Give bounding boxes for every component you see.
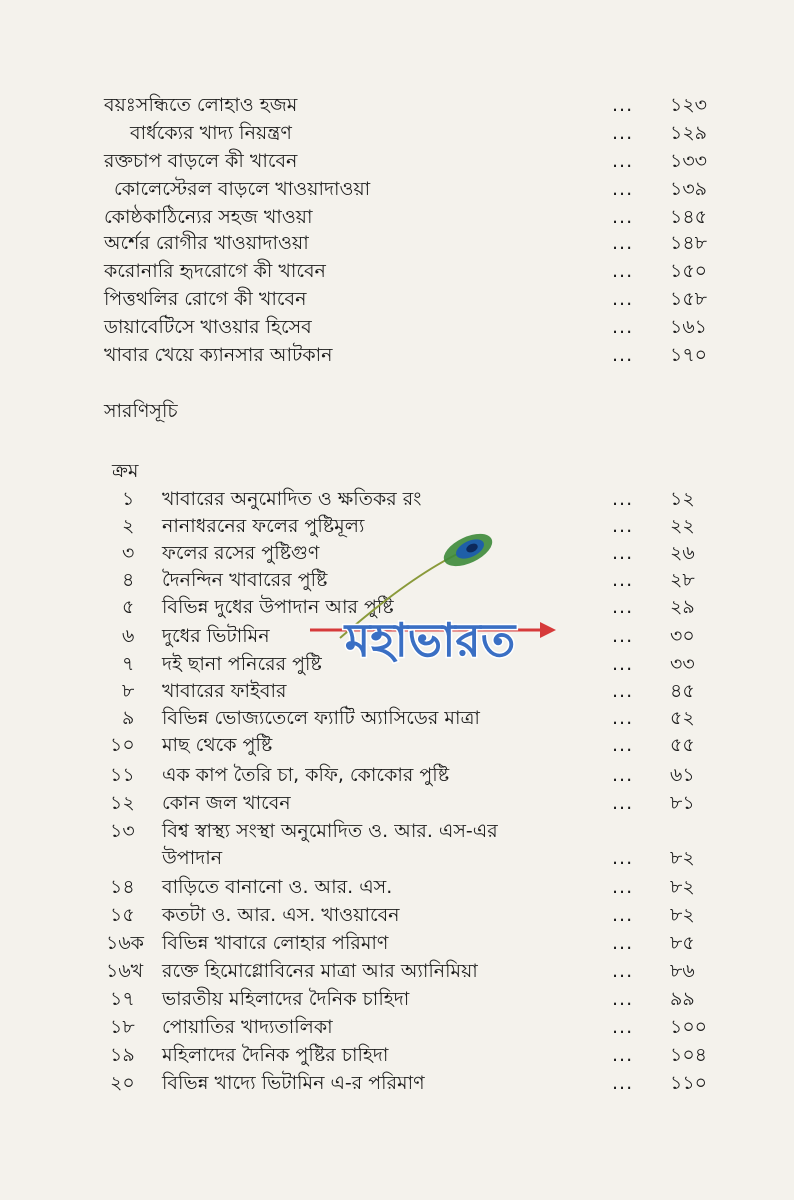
leader-dots: ... (612, 792, 634, 814)
leader-dots: ... (612, 488, 634, 510)
leader-dots: ... (612, 260, 634, 282)
leader-dots: ... (612, 847, 634, 869)
leader-dots: ... (612, 232, 634, 254)
table-title: বিশ্ব স্বাস্থ্য সংস্থা অনুমোদিত ও. আর. এস-এর (162, 820, 498, 842)
table-serial: ৬ (122, 625, 135, 647)
table-serial: ১৮ (110, 1016, 135, 1038)
page-number: ১৫০ (670, 260, 708, 282)
leader-dots: ... (612, 904, 634, 926)
page-number: ১২৯ (670, 122, 708, 144)
page-number: ২৬ (670, 542, 695, 564)
page-number: ১৭০ (670, 344, 708, 366)
table-serial: ১৯ (110, 1044, 135, 1066)
page-number: ৮৫ (670, 932, 695, 954)
page-number: ১১০ (670, 1072, 708, 1094)
table-serial: ৮ (122, 680, 135, 702)
table-serial: ১ (122, 488, 135, 510)
table-title: কতটা ও. আর. এস. খাওয়াবেন (162, 904, 400, 926)
chapter-title: রক্তচাপ বাড়লে কী খাবেন (104, 150, 298, 172)
chapter-title: পিত্তথলির রোগে কী খাবেন (104, 288, 307, 310)
page-number: ১৬১ (670, 316, 708, 338)
leader-dots: ... (612, 94, 634, 116)
leader-dots: ... (612, 542, 634, 564)
page-number: ১৩৯ (670, 178, 708, 200)
table-serial: ১৬ক (106, 932, 144, 954)
leader-dots: ... (612, 988, 634, 1010)
tables-heading: সারণিসূচি (104, 400, 178, 422)
page-number: ১২৩ (670, 94, 708, 116)
table-title: মাছ থেকে পুষ্টি (162, 734, 273, 756)
table-title: বিভিন্ন ভোজ্যতেলে ফ্যাটি অ্যাসিডের মাত্রা (162, 707, 480, 729)
leader-dots: ... (612, 876, 634, 898)
table-title: উপাদান (162, 847, 223, 869)
leader-dots: ... (612, 122, 634, 144)
page-number: ৮১ (670, 792, 695, 814)
chapter-title: করোনারি হৃদরোগে কী খাবেন (104, 260, 326, 282)
table-title: খাবারের অনুমোদিত ও ক্ষতিকর রং (162, 488, 422, 510)
table-serial: ৯ (122, 707, 135, 729)
table-serial: ১৩ (110, 820, 135, 842)
table-title: বিভিন্ন দুধের উপাদান আর পুষ্টি (162, 596, 394, 618)
table-title: মহিলাদের দৈনিক পুষ্টির চাহিদা (162, 1044, 389, 1066)
page-number: ৪৫ (670, 680, 695, 702)
page-number: ৯৯ (670, 988, 695, 1010)
leader-dots: ... (612, 344, 634, 366)
table-title: ভারতীয় মহিলাদের দৈনিক চাহিদা (162, 988, 410, 1010)
page-number: ৫৫ (670, 734, 695, 756)
table-title: দৈনন্দিন খাবারের পুষ্টি (162, 569, 328, 591)
leader-dots: ... (612, 316, 634, 338)
page-number: ১০০ (670, 1016, 708, 1038)
table-title: রক্তে হিমোগ্লোবিনের মাত্রা আর অ্যানিমিয়া (162, 960, 478, 982)
leader-dots: ... (612, 150, 634, 172)
leader-dots: ... (612, 932, 634, 954)
chapter-title: কোলেস্টেরল বাড়লে খাওয়াদাওয়া (114, 178, 371, 200)
table-serial: ১১ (110, 764, 135, 786)
chapter-title: বয়ঃসন্ধিতে লোহাও হজম (104, 94, 298, 116)
table-serial: ১৬খ (106, 960, 144, 982)
leader-dots: ... (612, 764, 634, 786)
page-number: ১৫৮ (670, 288, 707, 310)
leader-dots: ... (612, 734, 634, 756)
leader-dots: ... (612, 1044, 634, 1066)
leader-dots: ... (612, 569, 634, 591)
table-serial: ১৭ (110, 988, 135, 1010)
table-title: নানাধরনের ফলের পুষ্টিমূল্য (162, 515, 365, 537)
leader-dots: ... (612, 178, 634, 200)
table-title: এক কাপ তৈরি চা, কফি, কোকোর পুষ্টি (162, 764, 450, 786)
page-number: ৩০ (670, 625, 695, 647)
table-serial: ১৪ (110, 876, 135, 898)
table-serial: ৭ (122, 653, 135, 675)
table-title: দুধের ভিটামিন (162, 625, 270, 647)
page-number: ৬১ (670, 764, 695, 786)
leader-dots: ... (612, 206, 634, 228)
leader-dots: ... (612, 1016, 634, 1038)
leader-dots: ... (612, 515, 634, 537)
chapter-title: বার্ধক্যের খাদ্য নিয়ন্ত্রণ (130, 122, 292, 144)
table-title: বিভিন্ন খাদ্যে ভিটামিন এ-র পরিমাণ (162, 1072, 425, 1094)
page-number: ১২ (670, 488, 695, 510)
leader-dots: ... (612, 680, 634, 702)
page-number: ১০৪ (670, 1044, 708, 1066)
leader-dots: ... (612, 596, 634, 618)
table-title: দই ছানা পনিরের পুষ্টি (162, 653, 322, 675)
leader-dots: ... (612, 625, 634, 647)
page-number: ২৯ (670, 596, 695, 618)
table-title: বাড়িতে বানানো ও. আর. এস. (162, 876, 393, 898)
page-number: ১৩৩ (670, 150, 708, 172)
table-title: খাবারের ফাইবার (162, 680, 287, 702)
table-serial: ১৫ (110, 904, 135, 926)
page-number: ৮২ (670, 904, 695, 926)
leader-dots: ... (612, 1072, 634, 1094)
table-title: পোয়াতির খাদ্যতালিকা (162, 1016, 333, 1038)
chapter-title: অর্শের রোগীর খাওয়াদাওয়া (104, 232, 309, 254)
leader-dots: ... (612, 960, 634, 982)
leader-dots: ... (612, 653, 634, 675)
table-serial: ৩ (122, 542, 135, 564)
page-number: ৮২ (670, 847, 695, 869)
table-title: বিভিন্ন খাবারে লোহার পরিমাণ (162, 932, 389, 954)
leader-dots: ... (612, 288, 634, 310)
leader-dots: ... (612, 707, 634, 729)
page-number: ২৮ (670, 569, 695, 591)
table-serial: ৪ (122, 569, 135, 591)
chapter-title: খাবার খেয়ে ক্যানসার আটকান (104, 344, 333, 366)
page-number: ১৪৫ (670, 206, 707, 228)
table-serial: ১০ (110, 734, 135, 756)
page-number: ৩৩ (670, 653, 695, 675)
page-number: ২২ (670, 515, 695, 537)
page-number: ৮৬ (670, 960, 695, 982)
table-title: কোন জল খাবেন (162, 792, 291, 814)
chapter-title: কোষ্ঠকাঠিন্যের সহজ খাওয়া (104, 206, 313, 228)
table-serial: ৫ (122, 596, 135, 618)
serial-heading: ক্রম (112, 460, 139, 482)
table-serial: ২ (122, 515, 135, 537)
watermark-logo (300, 528, 560, 668)
watermark-text: মহাভারত (344, 613, 516, 667)
page-number: ১৪৮ (670, 232, 707, 254)
page-number: ৮২ (670, 876, 695, 898)
table-title: ফলের রসের পুষ্টিগুণ (162, 542, 320, 564)
page-number: ৫২ (670, 707, 695, 729)
table-serial: ১২ (110, 792, 135, 814)
chapter-title: ডায়াবেটিসে খাওয়ার হিসেব (104, 316, 312, 338)
table-serial: ২০ (110, 1072, 135, 1094)
